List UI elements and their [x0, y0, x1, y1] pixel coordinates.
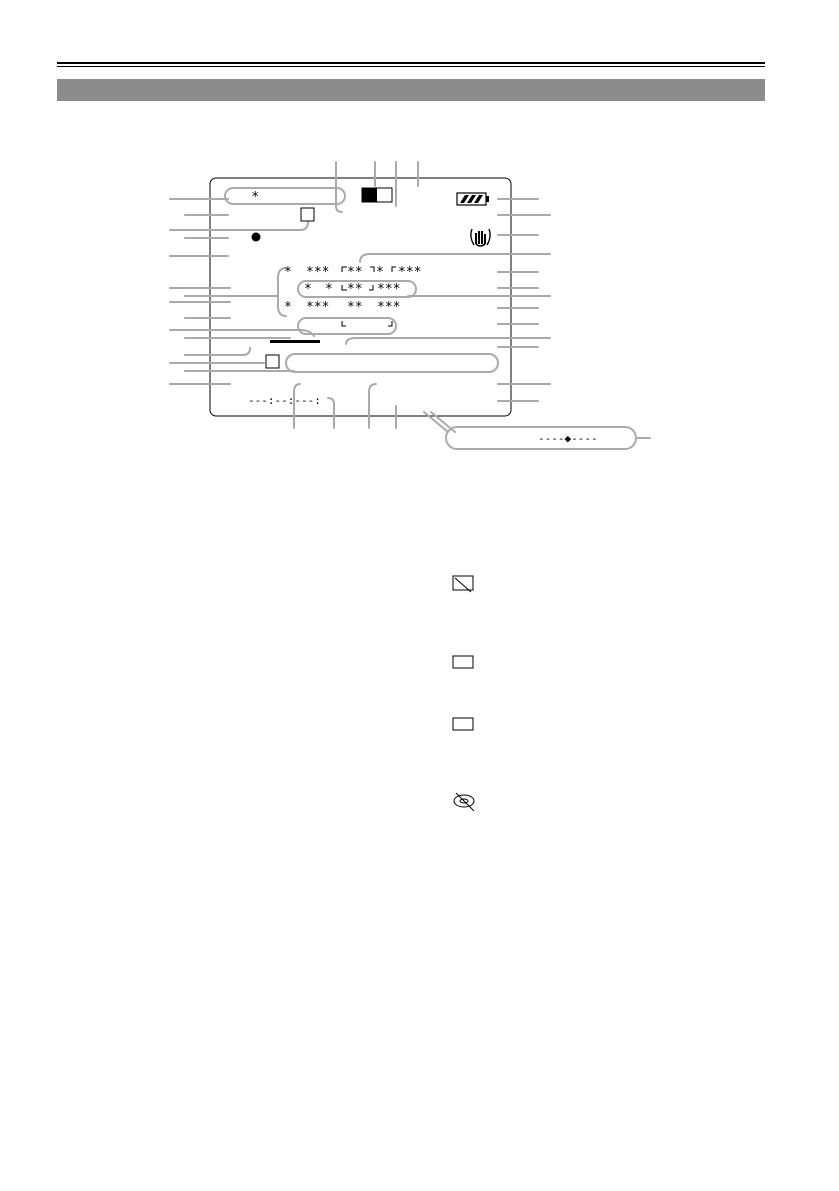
row1-a: *: [284, 265, 292, 280]
top-asterisk: *: [252, 190, 259, 205]
row1-b: ***: [306, 265, 330, 280]
card-icon: [453, 718, 473, 730]
row2-a: *: [304, 282, 312, 297]
row3-a: *: [284, 300, 292, 315]
slider-indicator: ----◆----: [538, 432, 598, 445]
row2-d: ***: [377, 282, 401, 297]
record-dot-icon: [252, 233, 261, 242]
time-counter: ---:--:---:: [248, 394, 321, 407]
no-card-icon: [453, 576, 473, 592]
level-bar: [270, 340, 320, 343]
row1-c: **: [347, 265, 363, 280]
card-icon: [453, 656, 473, 668]
row1-e: ***: [398, 265, 422, 280]
square-indicator-lower: [266, 355, 279, 368]
row2-b: *: [325, 282, 333, 297]
row3-b: ***: [306, 300, 330, 315]
square-indicator: [301, 208, 314, 221]
battery-icon: [457, 193, 489, 205]
row3-c: **: [347, 300, 363, 315]
mode-indicator-fill: [362, 188, 377, 202]
row3-d: ***: [377, 300, 401, 315]
row2-c: **: [347, 282, 363, 297]
row1-d: *: [376, 265, 384, 280]
disc-icon: [454, 793, 474, 811]
hand-icon: [471, 229, 490, 246]
